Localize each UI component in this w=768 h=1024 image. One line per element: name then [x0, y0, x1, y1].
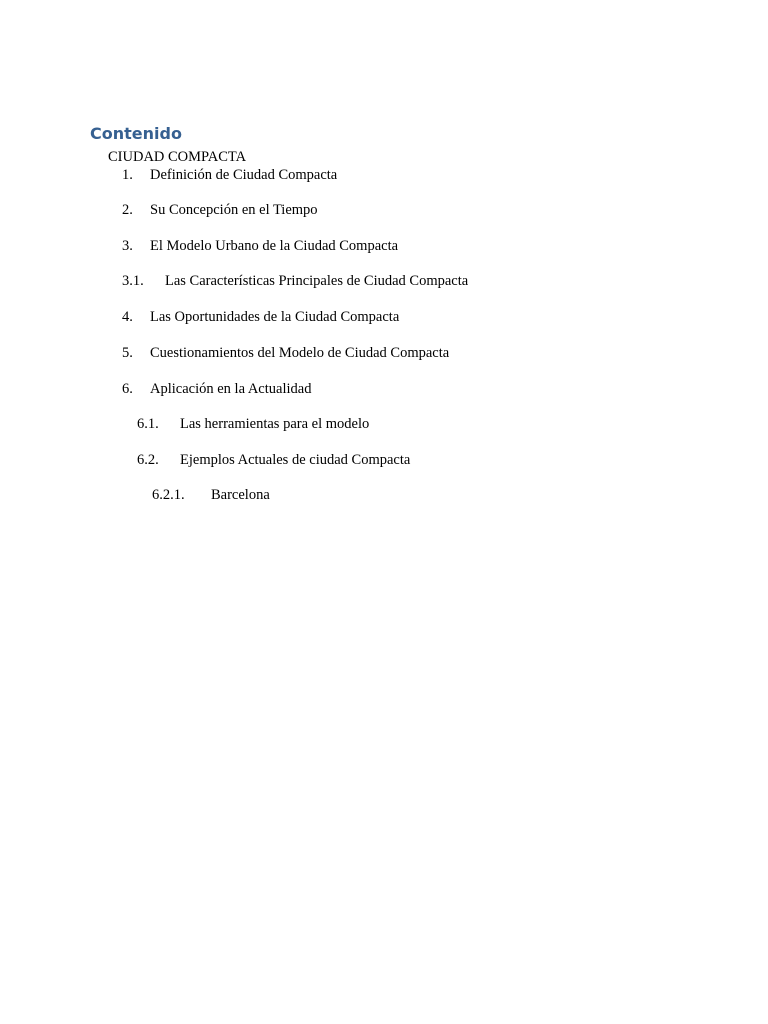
toc-entry-number: 6. — [122, 381, 133, 397]
toc-heading: Contenido — [90, 124, 182, 143]
toc-entry-number: 6.2.1. — [152, 487, 185, 503]
toc-entry-title: Las Oportunidades de la Ciudad Compacta — [150, 309, 400, 325]
toc-entry-title: Ejemplos Actuales de ciudad Compacta — [180, 452, 411, 468]
toc-entry-number: 5. — [122, 345, 133, 361]
toc-entry-title: Cuestionamientos del Modelo de Ciudad Compacta — [150, 345, 450, 361]
toc-entry-number: 3. — [122, 238, 133, 254]
toc-entry-title: El Modelo Urbano de la Ciudad Compacta — [150, 238, 399, 254]
toc-entry-title: Definición de Ciudad Compacta — [150, 167, 338, 183]
toc-entry-number: 2. — [122, 202, 133, 218]
toc-entry-number: 6.2. — [137, 452, 159, 468]
toc-section-title: CIUDAD COMPACTA — [108, 149, 247, 165]
toc-entry-title: Barcelona — [211, 487, 270, 503]
toc-entry-title: Su Concepción en el Tiempo — [150, 202, 318, 218]
toc-entry-number: 3.1. — [122, 273, 144, 289]
toc-entry-number: 1. — [122, 167, 133, 183]
toc-entry-number: 4. — [122, 309, 133, 325]
toc-entry-title: Aplicación en la Actualidad — [150, 381, 312, 397]
toc-entry-title: Las Características Principales de Ciudad Compacta — [165, 273, 469, 289]
toc-entry-number: 6.1. — [137, 416, 159, 432]
toc-entry-title: Las herramientas para el modelo — [180, 416, 370, 432]
